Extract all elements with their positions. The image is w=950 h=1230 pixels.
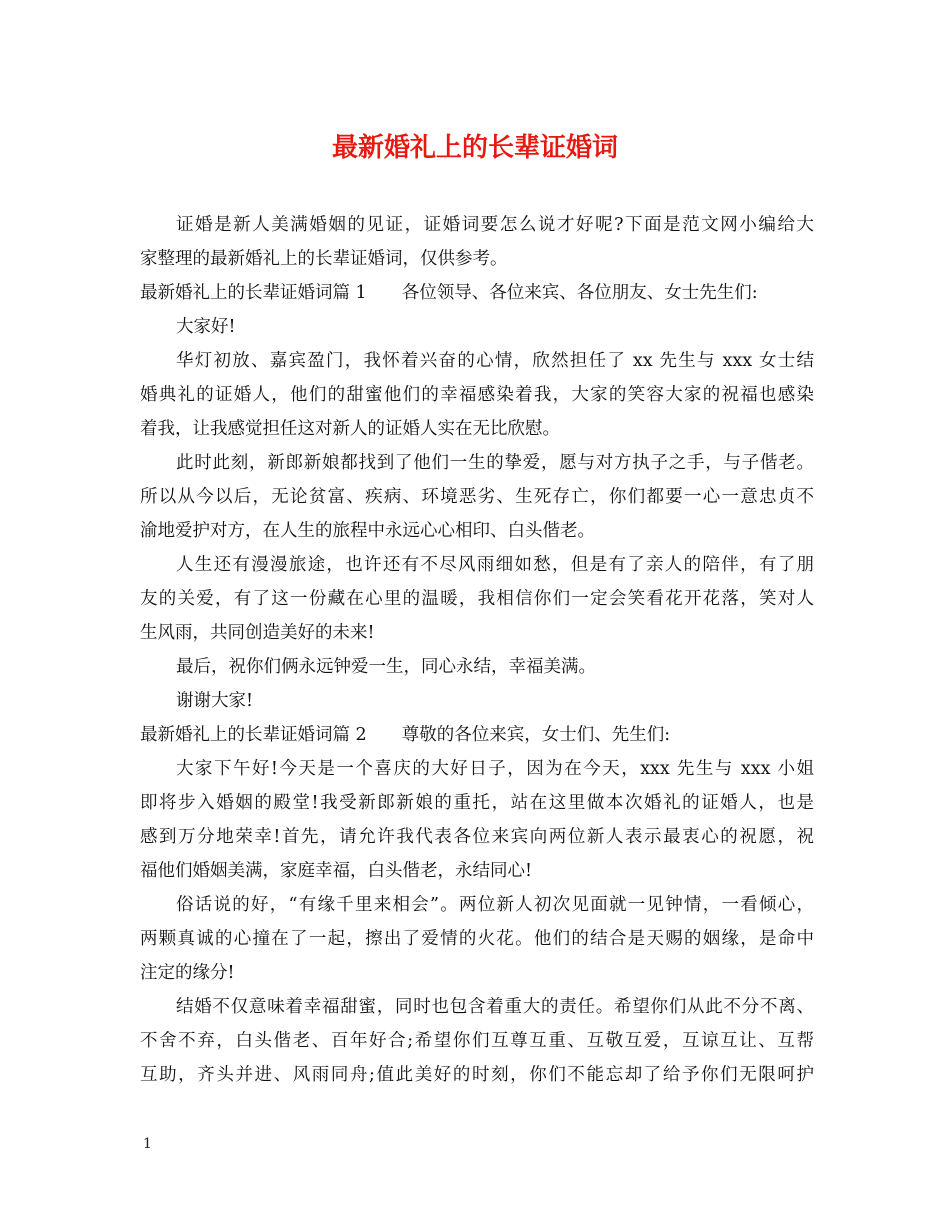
text-line: 两颗真诚的心撞在了一起，擦出了爱情的火花。他们的结合是天赐的姻缘，是命中 [140, 929, 814, 949]
text-line: 互助，齐头并进、风雨同舟;值此美好的时刻，你们不能忘却了给予你们无限呵护 [140, 1065, 814, 1085]
text-line: 家整理的最新婚礼上的长辈证婚词，仅供参考。 [140, 249, 508, 269]
text-line: 感到万分地荣幸!首先，请允许我代表各位来宾向两位新人表示最衷心的祝愿，祝 [140, 827, 814, 847]
text-line: 婚典礼的证婚人，他们的甜蜜他们的幸福感染着我，大家的笑容大家的祝福也感染 [140, 385, 814, 405]
text-line: 人生还有漫漫旅途，也许还有不尽风雨细如愁，但是有了亲人的陪伴，有了朋 [176, 555, 814, 575]
text-line: 俗话说的好，“有缘千里来相会”。两位新人初次见面就一见钟情，一看倾心， [176, 895, 814, 915]
text-line: 渝地爱护对方，在人生的旅程中永远心心相印、白头偕老。 [140, 521, 595, 541]
document-body [140, 208, 814, 1092]
text-line: 生风雨，共同创造美好的未来! [140, 623, 375, 643]
text-line: 友的关爱，有了这一份藏在心里的温暖，我相信你们一定会笑看花开花落，笑对人 [140, 589, 814, 609]
text-line: 所以从今以后，无论贫富、疾病、环境恶劣、生死存亡，你们都要一心一意忠贞不 [140, 487, 814, 507]
section-heading-line: 最新婚礼上的长辈证婚词篇 1 各位领导、各位来宾、各位朋友、女士先生们: [140, 283, 758, 303]
text-line: 着我，让我感觉担任这对新人的证婚人实在无比欣慰。 [140, 419, 560, 439]
page-number: 1 [143, 1136, 152, 1152]
text-line: 华灯初放、嘉宾盈门，我怀着兴奋的心情，欣然担任了 xx 先生与 xxx 女士结 [176, 351, 814, 371]
document-title: 最新婚礼上的长辈证婚词 [331, 133, 618, 163]
text-line: 结婚不仅意味着幸福甜蜜，同时也包含着重大的责任。希望你们从此不分不离、 [176, 997, 814, 1017]
text-line: 大家好! [176, 317, 236, 337]
text-line: 证婚是新人美满婚姻的见证，证婚词要怎么说才好呢?下面是范文网小编给大 [176, 215, 814, 235]
section-heading-line: 最新婚礼上的长辈证婚词篇 2 尊敬的各位来宾，女士们、先生们: [140, 725, 671, 745]
text-line: 此时此刻，新郎新娘都找到了他们一生的挚爱，愿与对方执子之手，与子偕老。 [176, 453, 814, 473]
text-line: 注定的缘分! [140, 963, 235, 983]
text-line: 大家下午好!今天是一个喜庆的大好日子，因为在今天，xxx 先生与 xxx 小姐 [176, 759, 814, 779]
text-line: 即将步入婚姻的殿堂!我受新郎新娘的重托，站在这里做本次婚礼的证婚人，也是 [140, 793, 814, 813]
text-line: 谢谢大家! [176, 691, 254, 711]
text-line: 福他们婚姻美满，家庭幸福，白头偕老，永结同心! [140, 861, 533, 881]
text-line: 不舍不弃，白头偕老、百年好合;希望你们互尊互重、互敬互爱，互谅互让、互帮 [140, 1031, 814, 1051]
text-line: 最后，祝你们俩永远钟爱一生，同心永结，幸福美满。 [176, 657, 596, 677]
